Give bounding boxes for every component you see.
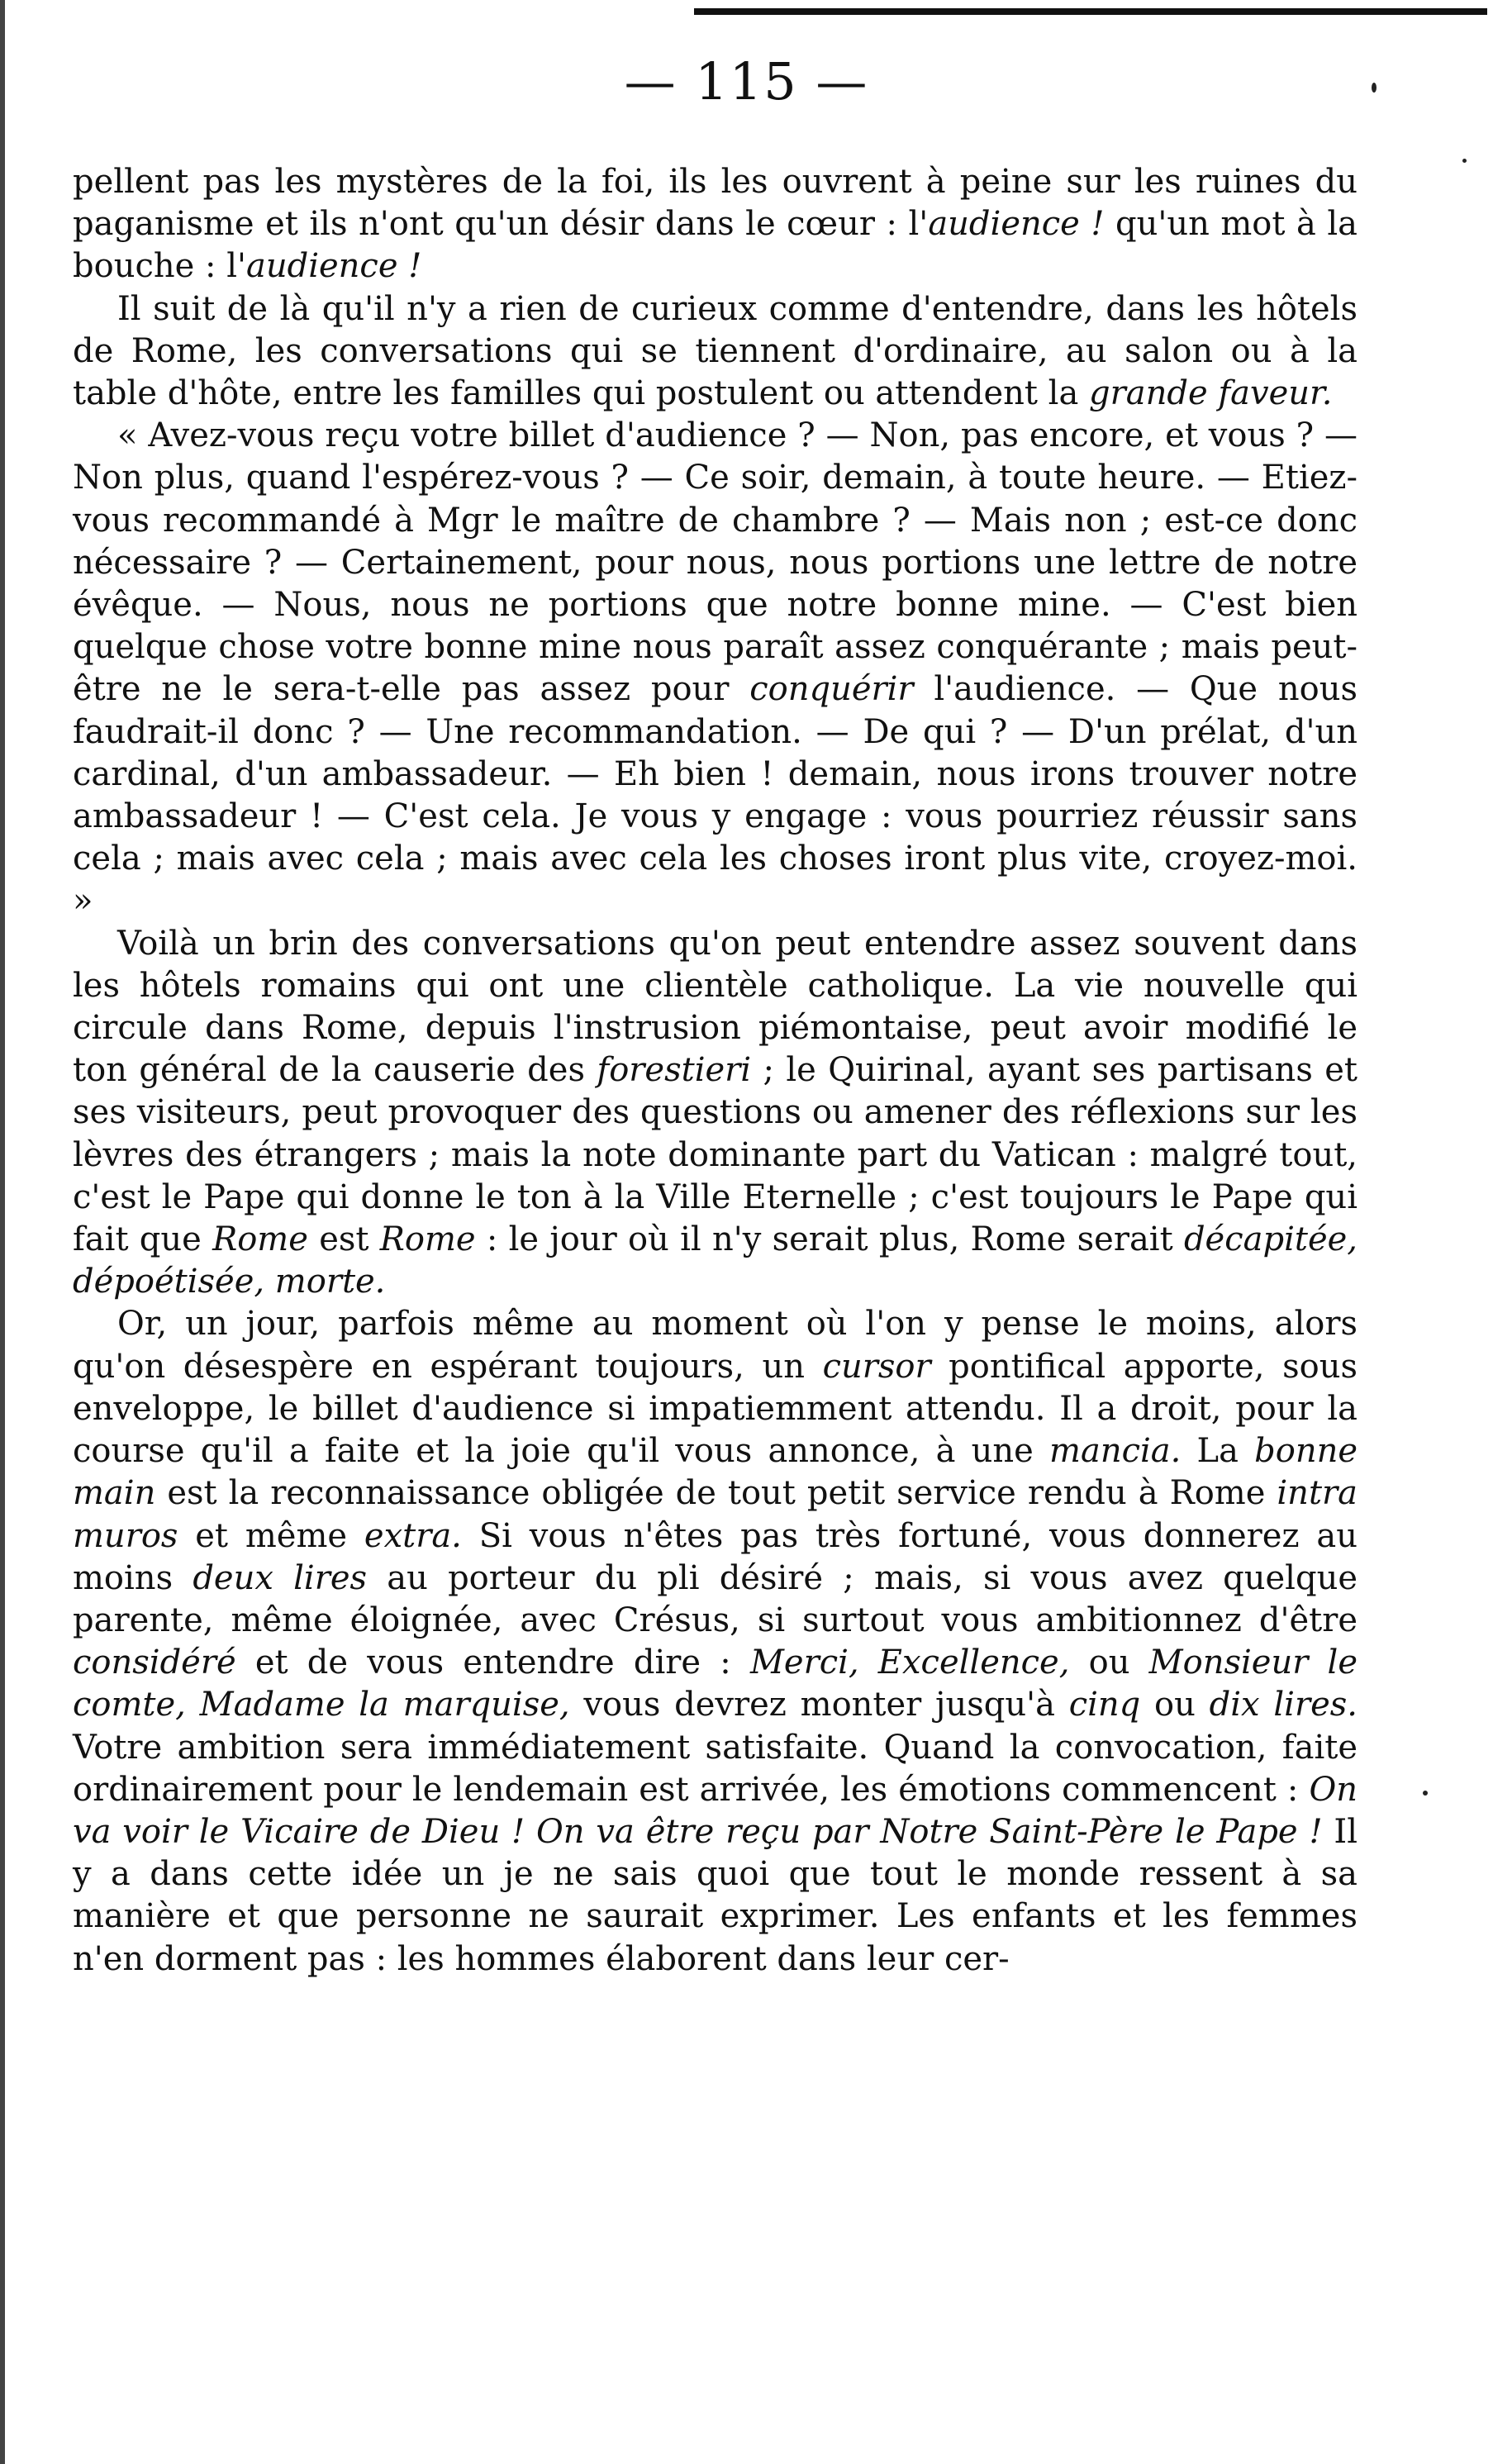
text-run: Voilà un brin des conversations qu'on peut entendre assez souvent dans les hôtels romains qui ont une clientèle catholique. La vie nouvelle qui circule dans Rome, depuis l'instrusion piémontaise, peut avoir modifié le ton général de la causerie des [73,924,1357,1090]
text-run: Il suit de là qu'il n'y a rien de curieux comme d'entendre, dans les hôtels de Rome, les conversations qui se tiennent d'ordinaire, au salon ou à la table d'hôte, entre les familles qui postulent ou attendent la [73,289,1357,413]
italic-text: décapitée, dépoétisée, morte. [73,1220,1357,1301]
italic-text: Rome [212,1220,308,1259]
italic-text: dix lires. [1209,1686,1357,1724]
print-speck [1462,159,1467,163]
text-run: : le jour où il n'y serait plus, Rome serait [475,1220,1184,1259]
italic-text: extra. [364,1516,462,1555]
page-number: — 115 — [624,51,869,112]
italic-text: mancia. [1049,1432,1182,1471]
text-run: pontifical apporte, sous enveloppe, le billet d'audience si impatiemment attendu. Il a droit, pour la course qu'il a faite et la joie qu'il vous annonce, à une [73,1347,1357,1471]
body-text [73,161,1357,1981]
text-run: et même [178,1516,364,1555]
italic-text: intra muros [73,1474,1357,1555]
italic-text: bonne main [73,1432,1358,1513]
paragraph-p3 [73,415,1357,922]
italic-text: audience ! [245,247,422,286]
paragraph-p4 [73,923,1357,1304]
text-run: « Avez-vous reçu votre billet d'audience ? — Non, pas encore, et vous ? — Non plus, quand l'espérez-vous ? — Ce soir, demain, à toute heure. — Etiez-vous recommandé à Mgr le maître de chambre ? — Mais non ; est-ce donc nécessaire ? — Certainement, pour nous, nous portions une lettre de notre évêque. — Nous, nous ne portions que notre bonne mine. — C'est bien quelque chose votre bonne mine nous paraît assez conquérante ; mais peut-être ne le sera-t-elle pas assez pour [73,416,1357,709]
paragraph-p1 [73,161,1357,288]
italic-text: cinq [1068,1686,1141,1724]
italic-text: cursor [822,1347,931,1386]
text-run: est la reconnaissance obligée de tout petit service rendu à Rome [155,1474,1277,1513]
italic-text: considéré [73,1643,236,1682]
text-run: ou [1069,1643,1149,1682]
text-run: pellent pas les mystères de la foi, ils les ouvrent à peine sur les ruines du paganisme et ils n'ont qu'un désir dans le cœur : l' [73,163,1357,244]
left-edge-shadow [0,0,5,2464]
text-run: qu'un mot à la bouche : l' [73,205,1358,286]
paragraph-p5 [73,1303,1357,1980]
text-run: ; le Quirinal, ayant ses partisans et ses visiteurs, peut provoquer des questions ou amener des réflexions sur les lèvres des étrangers ; mais la note dominante part du Vatican : malgré tout, c'est le Pape qui donne le ton à la Ville Eternelle ; c'est toujours le Pape qui fait que [73,1051,1358,1259]
italic-text: grande faveur. [1089,374,1333,413]
text-run: vous devrez monter jusqu'à [569,1686,1069,1724]
italic-text: forestieri [597,1051,752,1090]
text-run: au porteur du pli désiré ; mais, si vous avez quelque parente, même éloignée, avec Crésus, si surtout vous ambitionnez d'être [73,1558,1358,1639]
text-run: Si vous n'êtes pas très fortuné, vous donnerez au moins [73,1516,1357,1597]
top-rule-divider [694,8,1487,15]
paragraph-p2 [73,288,1357,416]
text-run: Or, un jour, parfois même au moment où l'on y pense le moins, alors qu'on désespère en espérant toujours, un [73,1305,1357,1386]
text-run: l'audience. — Que nous faudrait-il donc ? — Une recommandation. — De qui ? — D'un prélat, d'un cardinal, d'un ambassadeur. — Eh bien ! demain, nous irons trouver notre ambassadeur ! — C'est cela. Je vous y engage : vous pourriez réussir sans cela ; mais avec cela ; mais avec cela les choses iront plus vite, croyez-moi. » [73,670,1357,920]
italic-text: conquérir [749,670,914,709]
italic-text: Rome [379,1220,476,1259]
italic-text: Monsieur le comte, Madame la marquise, [73,1643,1357,1724]
text-run: ou [1140,1686,1210,1724]
text-run: Votre ambition sera immédiatement satisfaite. Quand la convocation, faite ordinairement pour le lendemain est arrivée, les émotions commencent : [73,1728,1357,1809]
italic-text: Merci, Excellence, [749,1643,1070,1682]
italic-text: On va voir le Vicaire de Dieu ! On va être reçu par Notre Saint-Père le Pape ! [73,1770,1357,1851]
text-run: Il y a dans cette idée un je ne sais quoi que tout le monde ressent à sa manière et que personne ne saurait exprimer. Les enfants et les femmes n'en dorment pas : les hommes élaborent dans leur cer- [73,1812,1358,1978]
text-run: est [307,1220,380,1259]
text-run: et de vous entendre dire : [235,1643,750,1682]
italic-text: deux lires [193,1558,368,1597]
text-run: La [1181,1432,1255,1471]
print-speck [1423,1791,1428,1796]
italic-text: audience ! [928,205,1105,244]
